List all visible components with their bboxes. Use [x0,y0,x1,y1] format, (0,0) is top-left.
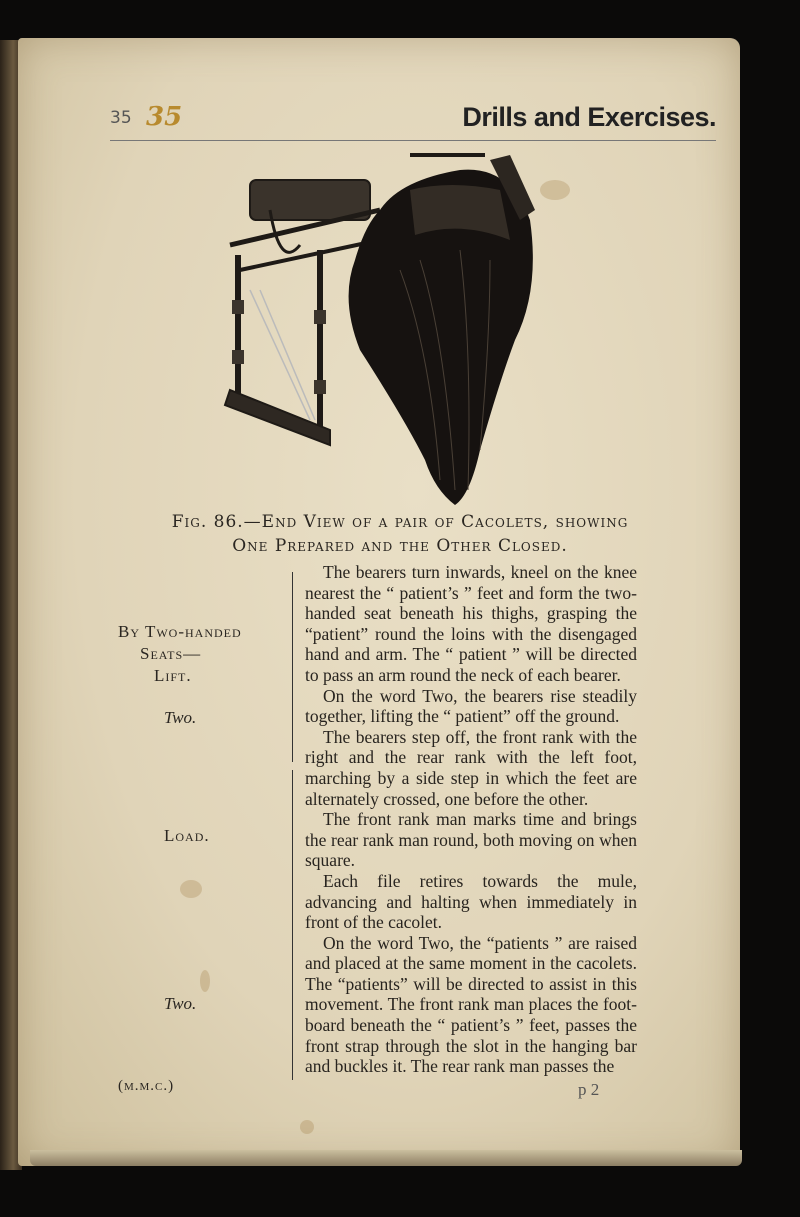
caption-line-1: Fig. 86.—End View of a pair of Cacolets, showing [171,512,629,532]
page-edge [30,1150,742,1166]
margin-brace [292,572,293,762]
paper-stain [200,970,210,992]
paper-stain [300,1120,314,1134]
margin-heading-line-2: Seats— [140,644,202,663]
margin-brace [292,770,293,1080]
signature-mark: p 2 [578,1080,600,1099]
paragraph: On the word Two, the “patients ” are raised and placed at the same moment in the cacolets. The “patients” will be directed to assist in this movement. The front rank man places the foot-board beneath the “ patient’s ” feet, passes the front strap through the slot in the hanging bar and buckles it. The rear rank man passes the [305,932,637,1077]
margin-heading-line-3: Lift. [154,666,192,685]
paragraph: Each file retires towards the mule, advancing and halting when immediately in front of the cacolet. [305,870,637,933]
margin-word-two: Two. [164,994,197,1013]
body-text [305,562,637,1077]
running-title: Drills and Exercises. [462,102,716,132]
margin-heading-load: Load. [164,826,210,845]
caption-line-2: One Prepared and the Other Closed. [232,536,568,556]
paragraph: The bearers turn inwards, kneel on the knee nearest the “ patient’s ” feet and form the two-handed seat beneath his thighs, grasping the “patient” round the loins with the disengaged hand and arm. The “ patient ” will be directed to pass an arm round the neck of each bearer. [305,562,637,685]
page-number: 35 [110,108,132,128]
paragraph: The bearers step off, the front rank with the right and the rear rank with the left foot, marching by a side step in which the feet are alternately crossed, one before the other. [305,726,637,809]
paper-stain [540,180,570,200]
page-header [110,102,716,141]
paragraph: The front rank man marks time and brings the rear rank man round, both moving on when square. [305,809,637,871]
margin-heading-line-1: By Two-handed [118,622,242,641]
cacolet-illustration [210,150,540,515]
paper-stain [180,880,202,898]
figure-caption [90,510,710,558]
margin-word-two: Two. [164,708,197,727]
paragraph: On the word Two, the bearers rise steadily together, lifting the “ patient” off the ground. [305,685,637,727]
footer-mark: (m.m.c.) [118,1078,175,1094]
handwritten-page-number: 35 [146,102,183,132]
